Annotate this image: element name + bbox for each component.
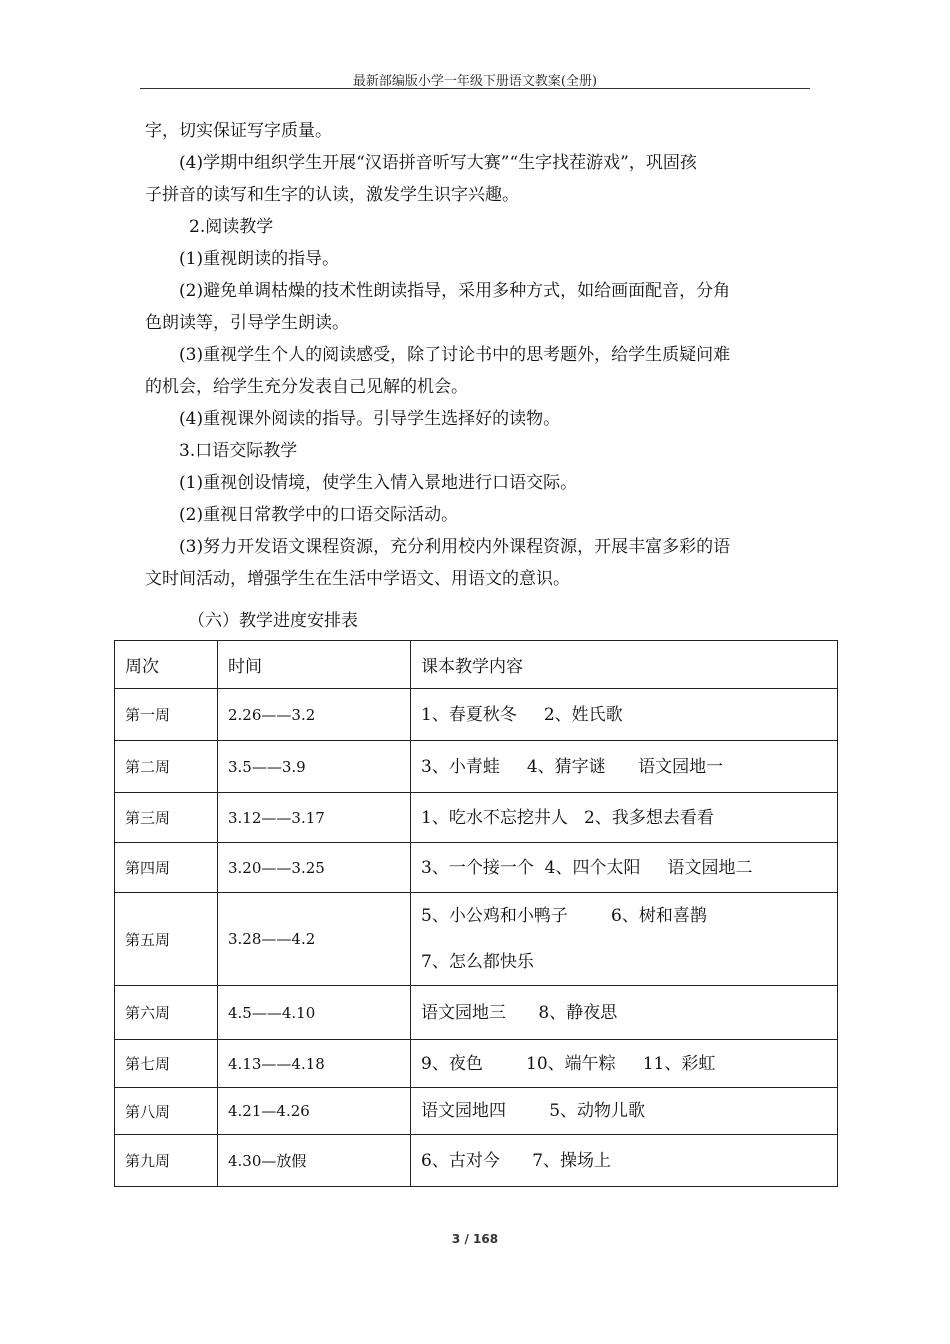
table-row	[115, 843, 838, 893]
section-heading: 2.阅读教学	[189, 217, 274, 237]
paragraph-line: (3)重视学生个人的阅读感受，除了讨论书中的思考题外，给学生质疑问难	[179, 345, 731, 365]
week-cell: 第一周	[115, 689, 218, 741]
header-time: 时间	[218, 641, 411, 689]
table-header-row	[115, 641, 838, 689]
time-cell: 4.30—放假	[218, 1135, 411, 1187]
content-line: 语文园地四 5、动物儿歌	[421, 1101, 646, 1121]
body-text	[145, 115, 810, 595]
paragraph-line: (3)努力开发语文课程资源，充分利用校内外课程资源，开展丰富多彩的语	[179, 537, 731, 557]
paragraph-line: (1)重视创设情境，使学生入情入景地进行口语交际。	[179, 473, 578, 493]
content-line: 语文园地三 8、静夜思	[421, 1002, 618, 1023]
table-row	[115, 1040, 838, 1088]
paragraph-line: 字，切实保证写字质量。	[145, 121, 332, 141]
table-row	[115, 741, 838, 793]
paragraph-line: 的机会，给学生充分发表自己见解的机会。	[145, 377, 468, 397]
paragraph-line: (4)重视课外阅读的指导。引导学生选择好的读物。	[179, 409, 561, 429]
week-cell: 第二周	[115, 741, 218, 793]
time-cell: 3.20——3.25	[218, 843, 411, 893]
content-cell	[411, 986, 838, 1040]
week-cell: 第三周	[115, 793, 218, 843]
time-cell: 4.5——4.10	[218, 986, 411, 1040]
week-cell: 第四周	[115, 843, 218, 893]
week-cell: 第六周	[115, 986, 218, 1040]
paragraph-line: (1)重视朗读的指导。	[179, 249, 340, 269]
page-number: 3 / 168	[451, 1232, 499, 1246]
time-cell: 2.26——3.2	[218, 689, 411, 741]
header-rule	[140, 88, 810, 89]
header-content: 课本教学内容	[411, 641, 838, 689]
week-cell: 第七周	[115, 1040, 218, 1088]
content-cell	[411, 843, 838, 893]
content-cell	[411, 1135, 838, 1187]
table-title: （六）教学进度安排表	[188, 611, 358, 631]
page-header: 最新部编版小学一年级下册语文教案(全册)	[352, 74, 598, 89]
week-cell: 第五周	[115, 893, 218, 986]
content-line: 7、怎么都快乐	[421, 952, 534, 972]
content-line: 1、吃水不忘挖井人 2、我多想去看看	[421, 807, 714, 828]
content-line: 1、春夏秋冬 2、姓氏歌	[421, 704, 623, 725]
header-week: 周次	[115, 641, 218, 689]
content-cell	[411, 689, 838, 741]
content-line: 6、古对今 7、操场上	[421, 1150, 612, 1171]
week-cell: 第八周	[115, 1088, 218, 1135]
paragraph-line: 文时间活动，增强学生在生活中学语文、用语文的意识。	[145, 569, 570, 589]
time-cell: 3.5——3.9	[218, 741, 411, 793]
table-row	[115, 793, 838, 843]
content-cell	[411, 741, 838, 793]
schedule-table	[114, 640, 838, 1187]
time-cell: 3.12——3.17	[218, 793, 411, 843]
section-heading: 3.口语交际教学	[179, 441, 298, 461]
time-cell: 3.28——4.2	[218, 893, 411, 986]
time-cell: 4.13——4.18	[218, 1040, 411, 1088]
table-row	[115, 986, 838, 1040]
content-line: 3、小青蛙 4、猜字谜 语文园地一	[421, 756, 724, 777]
content-cell	[411, 1040, 838, 1088]
content-line: 9、夜色 10、端午粽 11、彩虹	[421, 1053, 716, 1074]
table-row	[115, 893, 838, 986]
content-cell	[411, 893, 838, 986]
table-row	[115, 689, 838, 741]
table-row	[115, 1135, 838, 1187]
time-cell: 4.21—4.26	[218, 1088, 411, 1135]
table-row	[115, 1088, 838, 1135]
content-cell	[411, 1088, 838, 1135]
paragraph-line: 子拼音的读写和生字的认读，激发学生识字兴趣。	[145, 185, 519, 205]
paragraph-line: (4)学期中组织学生开展“汉语拼音听写大赛”“生字找茬游戏”，巩固孩	[179, 153, 697, 173]
content-line: 5、小公鸡和小鸭子 6、树和喜鹊	[421, 906, 707, 926]
content-line: 3、一个接一个 4、四个太阳 语文园地二	[421, 857, 753, 878]
week-cell: 第九周	[115, 1135, 218, 1187]
paragraph-line: (2)重视日常教学中的口语交际活动。	[179, 505, 459, 525]
content-cell	[411, 793, 838, 843]
paragraph-line: 色朗读等，引导学生朗读。	[145, 313, 349, 333]
paragraph-line: (2)避免单调枯燥的技术性朗读指导，采用多种方式，如给画面配音，分角	[179, 281, 731, 301]
